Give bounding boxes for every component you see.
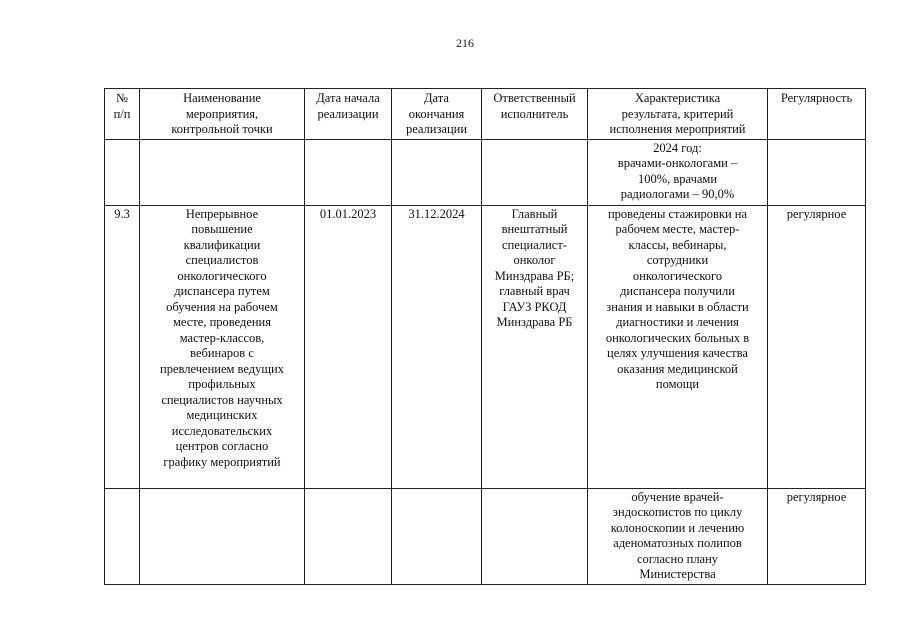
responsible-cell <box>482 488 588 584</box>
result-cell: проведены стажировки на рабочем месте, мастер- классы, вебинары, сотрудники онкологического диспансера получили знания и навыки в области диагностики и лечения онкологических больных в целях улучшения качества оказания медицинской помощи <box>588 205 768 488</box>
start-date-cell <box>305 139 392 205</box>
page-number: 216 <box>456 36 474 50</box>
end-date-cell: 31.12.2024 <box>392 205 482 488</box>
activity-name-cell <box>140 488 305 584</box>
table-row <box>105 205 866 488</box>
result-cell: 2024 год: врачами-онкологами – 100%, врачами радиологами – 90,0% <box>588 139 768 205</box>
activity-name-cell: Непрерывное повышение квалификации специалистов онкологического диспансера путем обучения на рабочем месте, проведения мастер-классов, вебинаров с превлечением ведущих профильных специалистов научных медицинских исследовательских центров согласно графику мероприятий <box>140 205 305 488</box>
result-cell: обучение врачей- эндоскопистов по циклу колоноскопии и лечению аденоматозных полипов согласно плану Министерства <box>588 488 768 584</box>
header-result: Характеристика результата, критерий исполнения мероприятий <box>588 89 768 140</box>
activities-table <box>104 88 866 585</box>
table-row <box>105 139 866 205</box>
responsible-cell <box>482 139 588 205</box>
row-number-cell <box>105 488 140 584</box>
activity-name-cell <box>140 139 305 205</box>
header-start-date: Дата начала реализации <box>305 89 392 140</box>
end-date-cell <box>392 488 482 584</box>
header-activity-name: Наименование мероприятия, контрольной точки <box>140 89 305 140</box>
table-row <box>105 488 866 584</box>
regularity-cell: регулярное <box>768 488 866 584</box>
end-date-cell <box>392 139 482 205</box>
regularity-cell: регулярное <box>768 205 866 488</box>
start-date-cell: 01.01.2023 <box>305 205 392 488</box>
table-header-row <box>105 89 866 140</box>
header-end-date: Дата окончания реализации <box>392 89 482 140</box>
start-date-cell <box>305 488 392 584</box>
regularity-cell <box>768 139 866 205</box>
row-number-cell <box>105 139 140 205</box>
header-regularity: Регулярность <box>768 89 866 140</box>
header-responsible: Ответственный исполнитель <box>482 89 588 140</box>
row-number-cell: 9.3 <box>105 205 140 488</box>
responsible-cell: Главный внештатный специалист- онколог Минздрава РБ; главный врач ГАУЗ РКОД Минздрава РБ <box>482 205 588 488</box>
header-number: № п/п <box>105 89 140 140</box>
